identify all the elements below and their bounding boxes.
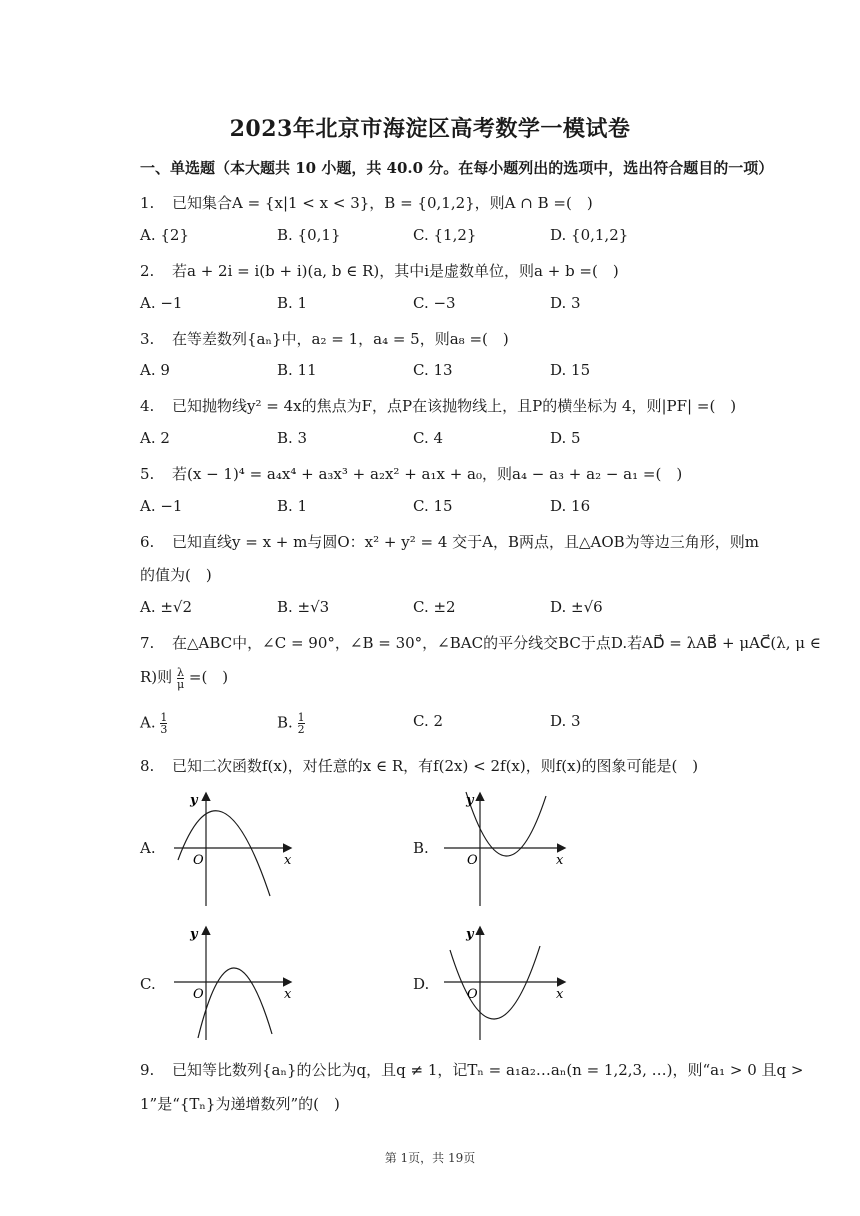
option-a[interactable]: A. −1	[140, 497, 183, 515]
question-text: 在等差数列{aₙ}中，a₂ = 1，a₄ = 5，则a₈ =( )	[172, 330, 509, 348]
option-c[interactable]: C. −3	[413, 294, 456, 312]
x-axis-label: x	[556, 853, 564, 868]
option-d[interactable]: D. {0,1,2}	[550, 226, 629, 244]
question-number: 8.	[140, 757, 155, 775]
question-text-part: R)则	[140, 668, 173, 686]
question-3	[140, 328, 509, 349]
x-axis-label: x	[284, 987, 292, 1002]
question-number: 9.	[140, 1061, 155, 1079]
question-2-options	[140, 294, 760, 316]
option-a[interactable]: A. 2	[140, 429, 170, 447]
question-number: 4.	[140, 397, 155, 415]
lambda-over-mu-fraction	[177, 667, 184, 690]
option-d[interactable]: D. 5	[550, 429, 581, 447]
graph-option-d-label[interactable]: D.	[413, 975, 430, 993]
graph-a[interactable]	[168, 786, 298, 910]
graph-option-a-label[interactable]: A.	[140, 839, 156, 857]
fraction-numerator: 1	[297, 711, 305, 724]
question-4	[140, 395, 736, 416]
y-axis-label: y	[466, 927, 474, 942]
question-number: 2.	[140, 262, 155, 280]
question-text: 已知集合A = {x|1 < x < 3}，B = {0,1,2}，则A ∩ B =( )	[172, 194, 593, 212]
question-number: 1.	[140, 194, 155, 212]
page-title: 2023年北京市海淀区高考数学一模试卷	[229, 116, 631, 142]
question-9-continued: 1”是“{Tₙ}为递增数列”的( )	[140, 1095, 340, 1113]
option-d[interactable]: D. 15	[550, 361, 591, 379]
y-axis-label: y	[466, 793, 474, 808]
question-number: 3.	[140, 330, 155, 348]
question-3-options	[140, 361, 760, 383]
option-fraction	[298, 712, 305, 735]
page-footer: 第 1页，共 19页	[384, 1151, 476, 1165]
option-b[interactable]: B. 1	[277, 294, 308, 312]
origin-label: O	[467, 987, 478, 1002]
option-c[interactable]: C. 4	[413, 429, 444, 447]
option-d[interactable]: D. 16	[550, 497, 591, 515]
question-text: 在△ABC中，∠C = 90°，∠B = 30°，∠BAC的平分线交BC于点D.若AD⃗ = λAB⃗ + μAC⃗(λ, μ ∈	[172, 634, 821, 652]
option-d[interactable]: D. 3	[550, 712, 581, 730]
question-7-options	[140, 712, 760, 734]
x-axis-label: x	[556, 987, 564, 1002]
origin-label: O	[467, 853, 478, 868]
question-8	[140, 755, 698, 776]
option-a[interactable]	[140, 712, 167, 735]
option-a[interactable]: A. ±√2	[140, 598, 193, 616]
question-1-options	[140, 226, 760, 248]
x-axis-label: x	[284, 853, 292, 868]
fraction-denominator: μ	[176, 677, 185, 691]
question-text: 已知等比数列{aₙ}的公比为q，且q ≠ 1，记Tₙ = a₁a₂…aₙ(n = 1,2,3, …)，则“a₁ > 0 且q >	[172, 1061, 804, 1079]
option-d[interactable]: D. 3	[550, 294, 581, 312]
question-9	[140, 1059, 803, 1080]
question-number: 6.	[140, 533, 155, 551]
graph-b[interactable]	[440, 786, 570, 910]
graph-option-c-label[interactable]: C.	[140, 975, 156, 993]
fraction-denominator: 3	[160, 723, 168, 736]
origin-label: O	[193, 987, 204, 1002]
question-2	[140, 260, 619, 281]
parabola-curve	[178, 811, 270, 896]
question-7-continued	[140, 666, 228, 690]
graph-d[interactable]	[440, 920, 570, 1044]
parabola-curve	[466, 792, 546, 856]
parabola-curve	[198, 968, 272, 1038]
question-6-options	[140, 598, 760, 620]
option-c[interactable]: C. 13	[413, 361, 453, 379]
question-text-part: =( )	[188, 668, 229, 686]
option-b[interactable]: B. ±√3	[277, 598, 330, 616]
question-text: 若(x − 1)⁴ = a₄x⁴ + a₃x³ + a₂x² + a₁x + a₀，则a₄ − a₃ + a₂ − a₁ =( )	[172, 465, 683, 483]
question-number: 7.	[140, 634, 155, 652]
option-c[interactable]: C. 2	[413, 712, 444, 730]
option-b[interactable]: B. {0,1}	[277, 226, 341, 244]
y-axis-label: y	[190, 793, 198, 808]
option-c[interactable]: C. 15	[413, 497, 453, 515]
option-fraction	[160, 712, 167, 735]
fraction-numerator: λ	[177, 665, 184, 679]
option-b[interactable]: B. 11	[277, 361, 317, 379]
question-number: 5.	[140, 465, 155, 483]
fraction-numerator: 1	[160, 711, 168, 724]
origin-label: O	[193, 853, 204, 868]
question-6	[140, 531, 759, 552]
graph-c[interactable]	[168, 920, 298, 1044]
y-axis-label: y	[190, 927, 198, 942]
option-c[interactable]: C. {1,2}	[413, 226, 477, 244]
option-b[interactable]: B. 3	[277, 429, 308, 447]
question-7	[140, 632, 821, 653]
option-a[interactable]: A. −1	[140, 294, 183, 312]
option-a[interactable]: A. {2}	[140, 226, 189, 244]
option-a[interactable]: A. 9	[140, 361, 170, 379]
question-text: 已知抛物线y² = 4x的焦点为F，点P在该抛物线上，且P的横坐标为 4，则|PF| =( )	[172, 397, 737, 415]
option-b[interactable]	[277, 712, 305, 735]
option-letter: A.	[140, 713, 156, 732]
section-heading: 一、单选题（本大题共 10 小题，共 40.0 分。在每小题列出的选项中，选出符合题目的一项）	[140, 159, 774, 177]
option-letter: B.	[277, 713, 293, 732]
option-b[interactable]: B. 1	[277, 497, 308, 515]
question-5	[140, 463, 682, 484]
question-text: 已知直线y = x + m与圆O：x² + y² = 4 交于A，B两点，且△AOB为等边三角形，则m	[172, 533, 759, 551]
question-text: 已知二次函数f(x)，对任意的x ∈ R，有f(2x) < 2f(x)，则f(x)的图象可能是( )	[172, 757, 699, 775]
option-d[interactable]: D. ±√6	[550, 598, 603, 616]
question-text: 若a + 2i = i(b + i)(a, b ∈ R)，其中i是虚数单位，则a + b =( )	[172, 262, 619, 280]
fraction-denominator: 2	[297, 723, 305, 736]
option-c[interactable]: C. ±2	[413, 598, 456, 616]
question-5-options	[140, 497, 760, 519]
question-6-continued: 的值为( )	[140, 566, 212, 584]
question-4-options	[140, 429, 760, 451]
question-1	[140, 192, 593, 213]
graph-option-b-label[interactable]: B.	[413, 839, 429, 857]
